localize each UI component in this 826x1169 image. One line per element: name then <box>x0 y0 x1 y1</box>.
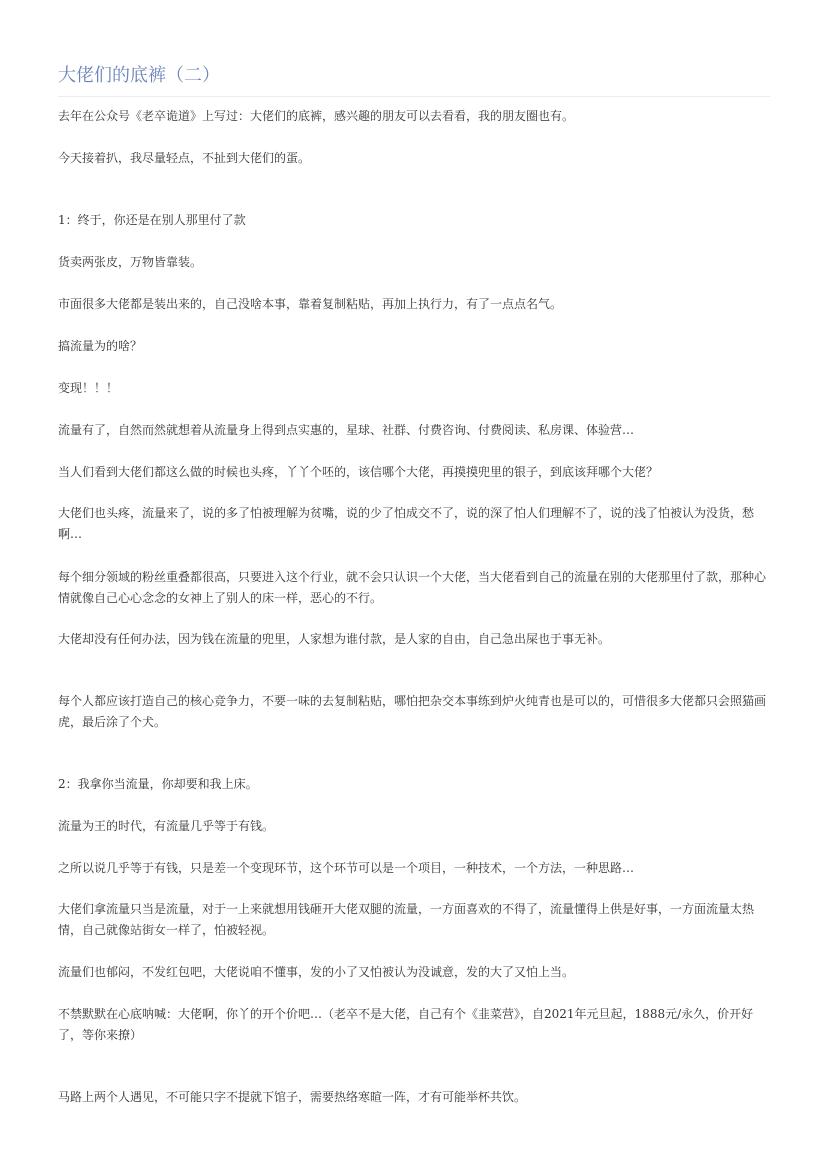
paragraph-6: 变现！！！ <box>58 381 119 395</box>
section-heading-2: 2：我拿你当流量，你却要和我上床。 <box>58 777 258 791</box>
paragraph-1: 去年在公众号《老卒诡道》上写过：大佬们的底裤，感兴趣的朋友可以去看看，我的朋友圈也有。 <box>58 109 575 123</box>
paragraph-15: 大佬们拿流量只当是流量，对于一上来就想用钱砸开大佬双腿的流量，一方面喜欢的不得了，流量懂得上供是好事，一方面流量太热情，自己就像站街女一样了，怕被轻视。 <box>58 902 755 937</box>
paragraph-11: 大佬却没有任何办法，因为钱在流量的兜里，人家想为谁付款，是人家的自由，自己急出屎也于事无补。 <box>58 632 611 646</box>
paragraph-2: 今天接着扒，我尽量轻点，不扯到大佬们的蛋。 <box>58 151 311 165</box>
paragraph-16: 流量们也郁闷，不发红包吧，大佬说咱不懂事，发的小了又怕被认为没诚意，发的大了又怕上当。 <box>58 965 575 979</box>
paragraph-18: 马路上两个人遇见，不可能只字不提就下馆子，需要热络寒暄一阵，才有可能举杯共饮。 <box>58 1090 527 1104</box>
paragraph-5: 搞流量为的啥？ <box>58 339 143 353</box>
paragraph-9: 大佬们也头疼，流量来了，说的多了怕被理解为贫嘴，说的少了怕成交不了，说的深了怕人们理解不了，说的浅了怕被认为没货，愁啊… <box>58 506 755 541</box>
paragraph-4: 市面很多大佬都是装出来的，自己没啥本事，靠着复制粘贴，再加上执行力，有了一点点名气。 <box>58 297 563 311</box>
paragraph-13: 流量为王的时代，有流量几乎等于有钱。 <box>58 819 275 833</box>
paragraph-12: 每个人都应该打造自己的核心竞争力，不要一味的去复制粘贴，哪怕把杂交本事练到炉火纯青也是可以的，可惜很多大佬都只会照猫画虎，最后涂了个犬。 <box>58 694 767 729</box>
section-heading-1: 1：终于，你还是在别人那里付了款 <box>58 213 246 227</box>
paragraph-14: 之所以说几乎等于有钱，只是差一个变现环节，这个环节可以是一个项目，一种技术，一个方法，一种思路… <box>58 861 635 875</box>
page-title: 大佬们的底裤（二） <box>58 62 770 97</box>
paragraph-10: 每个细分领域的粉丝重叠都很高，只要进入这个行业，就不会只认识一个大佬，当大佬看到自己的流量在别的大佬那里付了款，那种心情就像自己心心念念的女神上了别人的床一样，恶心的不行。 <box>58 570 767 605</box>
paragraph-7: 流量有了，自然而然就想着从流量身上得到点实惠的，星球、社群、付费咨询、付费阅读、私房课、体验营… <box>58 423 635 437</box>
article <box>58 62 770 1104</box>
paragraph-17: 不禁默默在心底呐喊：大佬啊，你丫的开个价吧…（老卒不是大佬，自己有个《韭菜营》，自2021年元旦起，1888元/永久，价开好了，等你来撩） <box>58 1007 754 1042</box>
paragraph-3: 货卖两张皮，万物皆靠装。 <box>58 255 203 269</box>
paragraph-8: 当人们看到大佬们都这么做的时候也头疼，丫丫个呸的，该信哪个大佬，再摸摸兜里的银子，到底该拜哪个大佬？ <box>58 465 659 479</box>
